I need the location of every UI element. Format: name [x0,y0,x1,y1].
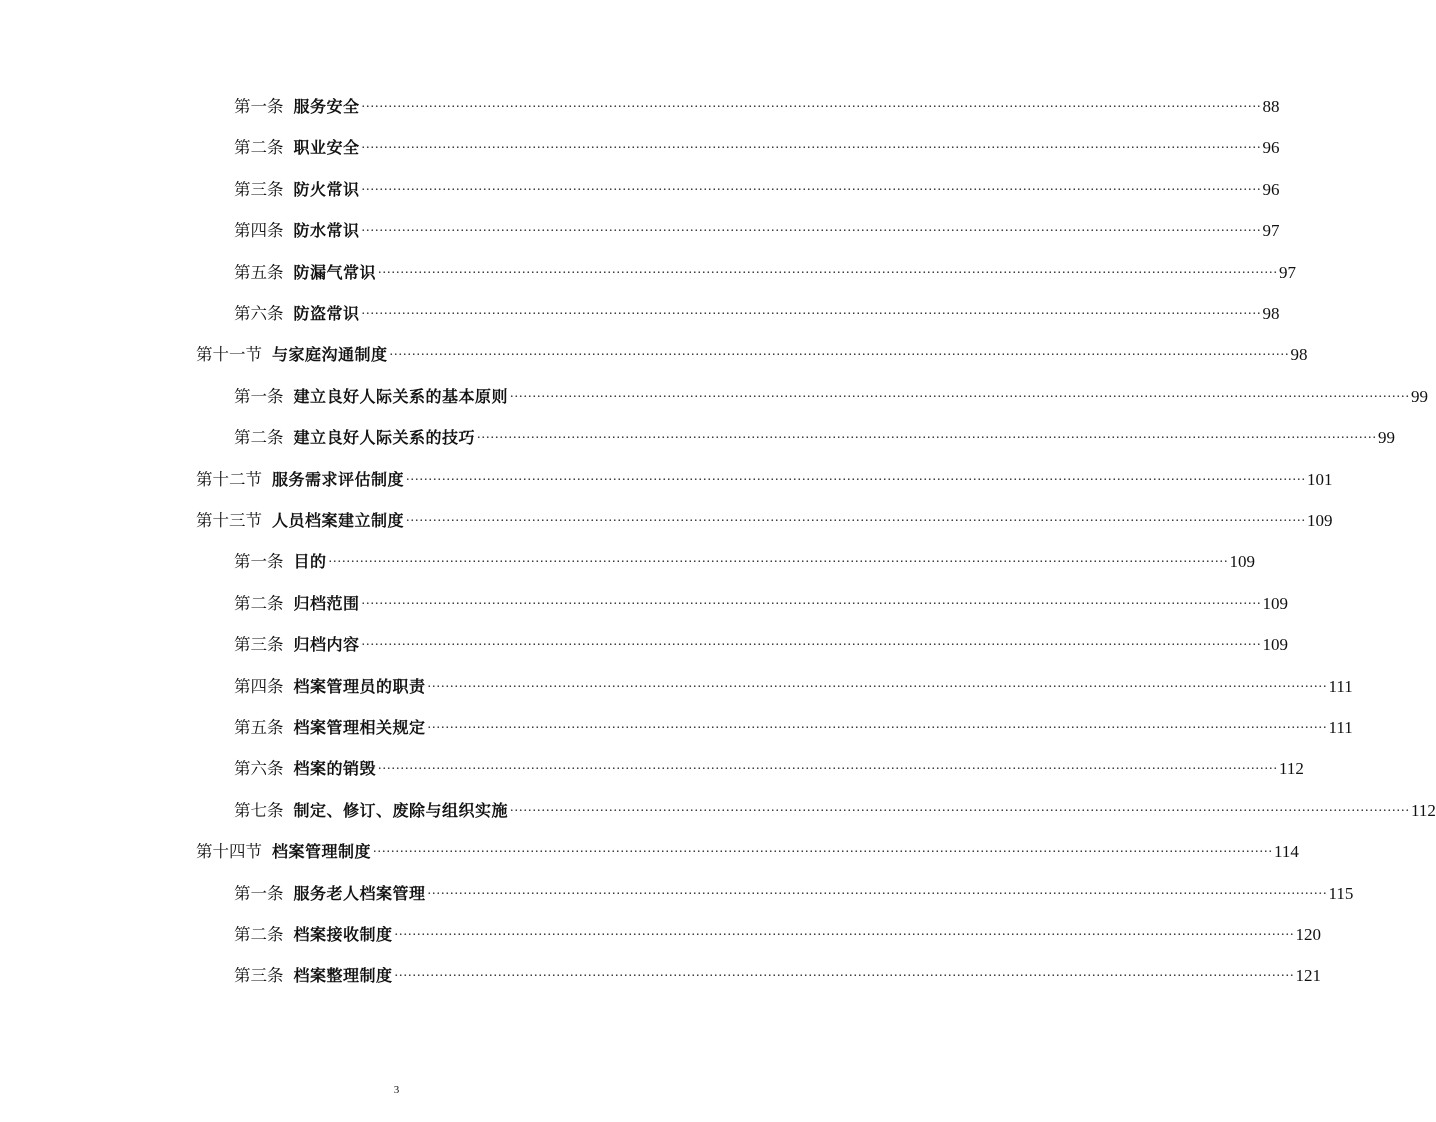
toc-entry-number: 第二条 [234,138,284,158]
toc-entry-page: 96 [1262,179,1280,199]
toc-entry-title: 与家庭沟通制度 [272,345,388,365]
toc-article-entry[interactable] [234,750,1304,780]
toc-entry-title: 防盗常识 [293,304,360,323]
toc-entry-page: 109 [1262,635,1289,655]
toc-entry-number: 第四条 [234,676,284,696]
toc-article-entry[interactable] [234,378,1429,408]
toc-entry-number: 第六条 [234,759,284,779]
toc-entry-title: 人员档案建立制度 [272,511,405,530]
toc-entry-title: 档案管理相关规定 [293,718,426,737]
toc-entry-number: 第一条 [234,552,284,572]
dot-leader: ........................................................................................................................................................................................................ [477,427,1378,443]
toc-entry-page: 99 [1411,386,1429,406]
toc-entry-number: 第十一节 [196,345,262,365]
toc-entry-title: 档案接收制度 [293,925,393,944]
toc-entry-number: 第一条 [234,386,284,406]
toc-entry-page: 111 [1328,718,1353,737]
dot-leader: ........................................................................................................................................................................................................ [389,344,1290,360]
toc-article-entry[interactable] [234,212,1280,242]
toc-entry-title: 目的 [293,552,327,572]
dot-leader: ........................................................................................................................................................................................................ [427,717,1328,732]
toc-entry-title: 服务老人档案管理 [293,883,426,903]
toc-entry-number: 第五条 [234,262,284,282]
toc-article-entry[interactable] [234,543,1256,573]
toc-entry-number: 第二条 [234,925,284,944]
toc-entry-title: 建立良好人际关系的基本原则 [293,386,509,406]
toc-entry-page: 120 [1295,925,1322,944]
toc-entry-title: 建立良好人际关系的技巧 [293,428,476,448]
toc-entry-number: 第三条 [234,966,284,986]
toc-entry-title: 档案管理制度 [272,842,372,862]
toc-article-entry[interactable] [234,88,1280,118]
toc-entry-title: 服务需求评估制度 [272,469,405,489]
toc-entry-number: 第十三节 [196,511,262,530]
toc-entry-page: 112 [1411,800,1436,820]
toc-entry-number: 第十二节 [196,469,262,489]
dot-leader: ........................................................................................................................................................................................................ [361,592,1262,608]
dot-leader: ........................................................................................................................................................................................................ [361,137,1262,153]
toc-article-entry[interactable] [234,254,1297,284]
toc-entry-number: 第二条 [234,593,284,613]
toc-entry-page: 88 [1262,97,1280,116]
toc-entry-number: 第十四节 [196,842,262,862]
dot-leader: ........................................................................................................................................................................................................ [361,96,1262,111]
toc-entry-number: 第一条 [234,883,284,903]
dot-leader: ........................................................................................................................................................................................................ [510,799,1411,815]
toc-section-entry[interactable] [196,502,1333,532]
toc-entry-title: 档案的销毁 [293,759,377,779]
toc-entry-page: 114 [1274,842,1299,862]
toc-article-entry[interactable] [234,129,1280,159]
toc-entry-page: 99 [1378,428,1396,448]
toc-entry-title: 服务安全 [293,97,360,116]
toc-entry-page: 109 [1229,552,1256,572]
toc-entry-title: 防水常识 [293,221,360,241]
toc-entry-page: 121 [1295,966,1322,986]
toc-entry-page: 112 [1279,759,1304,779]
toc-article-entry[interactable] [234,875,1354,905]
toc-entry-title: 归档内容 [293,635,360,655]
toc-article-entry[interactable] [234,295,1280,325]
toc-entry-page: 97 [1279,262,1297,282]
toc-entry-page: 109 [1307,511,1333,530]
page-number: 3 [393,1084,400,1096]
toc-entry-page: 111 [1328,676,1353,696]
toc-article-entry[interactable] [234,626,1289,656]
toc-entry-number: 第四条 [234,221,284,241]
dot-leader: ........................................................................................................................................................................................................ [427,882,1328,898]
dot-leader: ........................................................................................................................................................................................................ [361,634,1262,650]
toc-entry-title: 防火常识 [293,179,360,199]
toc-article-entry[interactable] [234,916,1322,946]
toc-entry-title: 档案整理制度 [293,966,393,986]
dot-leader: ........................................................................................................................................................................................................ [361,303,1262,318]
toc-entry-title: 归档范围 [293,593,360,613]
dot-leader: ........................................................................................................................................................................................................ [361,178,1262,194]
dot-leader: ........................................................................................................................................................................................................ [510,385,1411,401]
toc-entry-page: 115 [1328,883,1354,903]
toc-section-entry[interactable] [196,461,1333,491]
dot-leader: ........................................................................................................................................................................................................ [373,841,1274,857]
toc-article-entry[interactable] [234,709,1353,739]
toc-article-entry[interactable] [234,585,1289,615]
toc-entry-number: 第七条 [234,800,284,820]
toc-article-entry[interactable] [234,668,1353,698]
toc-entry-title: 档案管理员的职责 [293,676,426,696]
toc-entry-page: 98 [1262,304,1280,323]
dot-leader: ........................................................................................................................................................................................................ [328,551,1229,567]
toc-entry-number: 第一条 [234,97,284,116]
toc-entry-title: 制定、修订、废除与组织实施 [293,800,509,820]
toc-article-entry[interactable] [234,171,1280,201]
toc-article-entry[interactable] [234,419,1396,449]
toc-entry-page: 98 [1290,345,1308,365]
dot-leader: ........................................................................................................................................................................................................ [406,468,1307,484]
toc-article-entry[interactable] [234,957,1322,987]
toc-entry-title: 职业安全 [293,138,360,158]
toc-entry-page: 109 [1262,593,1289,613]
toc-section-entry[interactable] [196,833,1299,863]
toc-entry-number: 第六条 [234,304,284,323]
toc-entry-number: 第三条 [234,179,284,199]
dot-leader: ........................................................................................................................................................................................................ [427,675,1328,691]
toc-entry-page: 97 [1262,221,1280,241]
dot-leader: ........................................................................................................................................................................................................ [406,510,1307,525]
toc-section-entry[interactable] [196,336,1308,366]
toc-entry-page: 96 [1262,138,1280,158]
dot-leader: ........................................................................................................................................................................................................ [361,220,1262,236]
toc-entry-page: 101 [1307,469,1333,489]
toc-article-entry[interactable] [234,792,1436,822]
toc-entry-number: 第二条 [234,428,284,448]
dot-leader: ........................................................................................................................................................................................................ [394,924,1295,939]
toc-entry-number: 第三条 [234,635,284,655]
dot-leader: ........................................................................................................................................................................................................ [378,758,1279,774]
toc-entry-number: 第五条 [234,718,284,737]
toc-entry-title: 防漏气常识 [293,262,377,282]
dot-leader: ........................................................................................................................................................................................................ [378,261,1279,277]
dot-leader: ........................................................................................................................................................................................................ [394,965,1295,981]
